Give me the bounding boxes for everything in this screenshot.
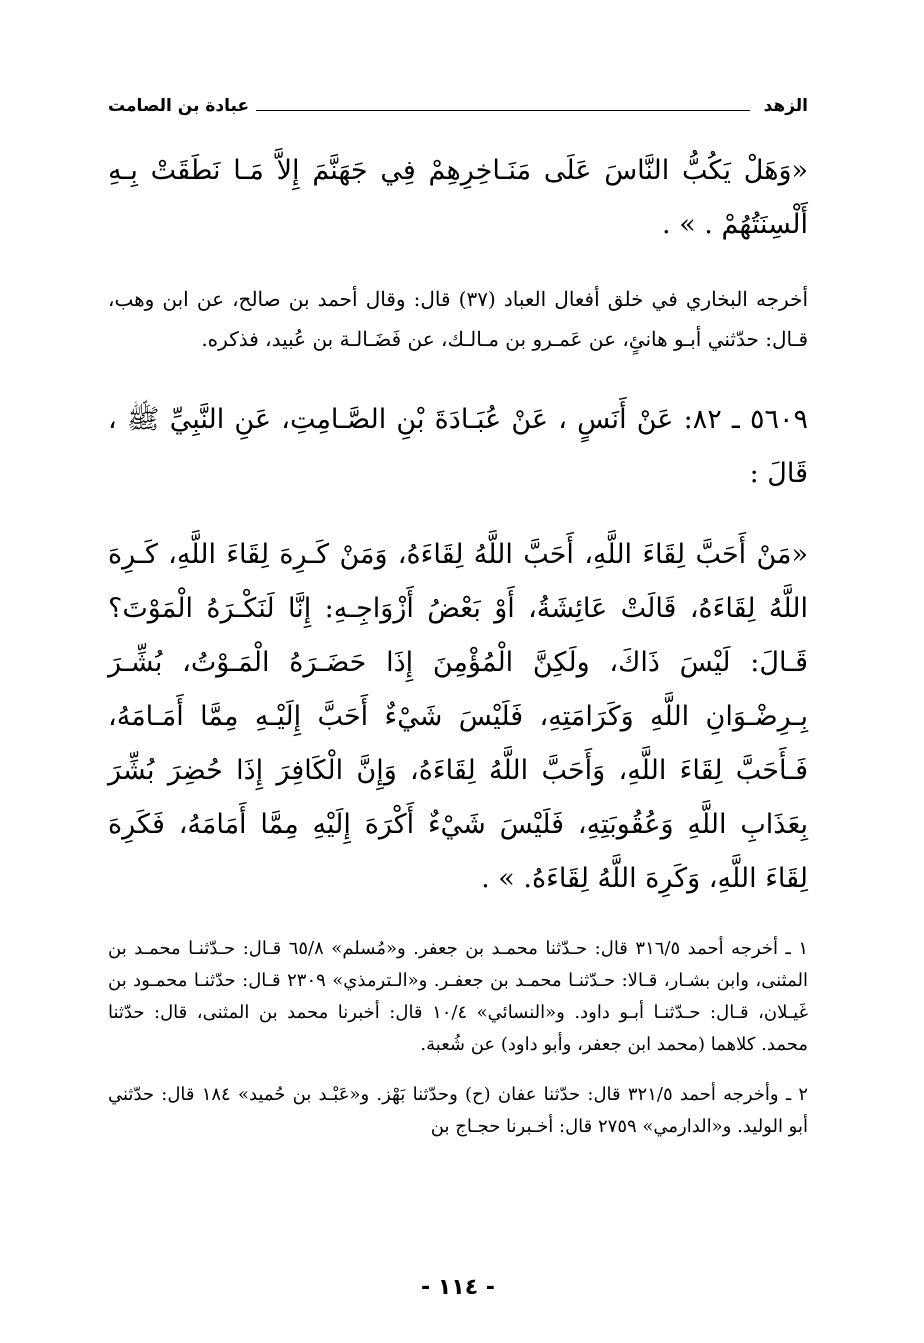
hadith-body-text: «مَنْ أَحَبَّ لِقَاءَ اللَّهِ، أَحَبَّ اللَّهُ لِقَاءَهُ، وَمَنْ كَـرِهَ لِقَاءَ اللَّهِ، كَـرِهَ اللَّهُ لِقَاءَهُ، قَالَتْ عَائِشَةُ، أَوْ بَعْضُ أَزْوَاجِـهِ: إِنَّا لَنَكْـرَهُ الْمَوْتَ؟ قَـالَ: لَيْسَ ذَاكَ، ولَكِنَّ الْمُؤْمِنَ إِذَا حَضَـرَهُ الْمَـوْتُ، بُشِّـرَ بِـرِضْـوَانِ اللَّهِ وَكَرَامَتِهِ، فَلَيْسَ شَيْءٌ أَحَبَّ إِلَيْـهِ مِمَّا أَمَـامَهُ، فَـأَحَبَّ لِقَاءَ اللَّهِ، وَأَحَبَّ اللَّهُ لِقَاءَهُ، وَإِنَّ الْكَافِرَ إِذَا حُضِرَ بُشِّرَ بِعَذَابِ اللَّهِ وَعُقُوبَتِهِ، فَلَيْسَ شَيْءٌ أَكْرَهَ إِلَيْهِ مِمَّا أَمَامَهُ، فَكَرِهَ لِقَاءَ اللَّهِ، وَكَرِهَ اللَّهُ لِقَاءَهُ. » .	[108, 539, 808, 894]
book-title: الزهد	[763, 96, 808, 116]
header-rule	[256, 110, 750, 111]
running-header	[108, 96, 808, 122]
hadith-ending-text: «وَهَلْ يَكُبُّ النَّاسَ عَلَى مَنَـاخِرِهِمْ فِي جَهَنَّمَ إِلاَّ مَـا نَطَقَتْ بِـهِ أَلْسِنَتُهُمْ . » .	[108, 155, 808, 240]
footnote-1: ١ ـ أخرجه أحمد ٣١٦/٥ قال: حـدّثنا محمـد بن جعفر. و«مُسلم» ٦٥/٨ قـال: حـدّثنـا محمـد بن المثنى، وابن بشـار، قـالا: حـدّثنـا محمـد بن جعفـر. و«الـترمذي» ٢٣٠٩ قـال: حدّثنـا محمـود بن غَيـلان، قـال: حـدّثنـا أبـو داود. و«النسائي» ١٠/٤ قال: أخبرنا محمد بن المثنى، قال: حدّثنا محمد. كلاهما (محمد ابن جعفر، وأبو داود) عن شُعبة.	[108, 938, 809, 1055]
footnote-2: ٢ ـ وأخرجه أحمد ٣٢١/٥ قال: حدّثنا عفان (ح) وحدّثنا بَهْز. و«عَبْـد بن حُميد» ١٨٤ قال: حدّثني أبو الوليد. و«الدارمي» ٢٧٥٩ قال: أخـبرنا حجـاج بن	[108, 1084, 808, 1137]
takhrij-paragraph: أخرجه البخاري في خلق أفعال العباد (٣٧) قال: وقال أحمد بن صالح، عن ابن وهب، قـال: حدّثني أبـو هانئٍ، عن عَمـرو بن مـالـك، عن فَضَـالـة بن عُبيد، فذكره.	[108, 287, 809, 351]
page-number: - ١١٤ -	[421, 1275, 495, 1300]
chapter-title: عبادة بن الصامت	[108, 96, 250, 116]
document-page	[108, 96, 808, 1326]
hadith-number-header: ٥٦٠٩ ـ ٨٢: عَنْ أَنَسٍ ، عَنْ عُبَـادَةَ بْنِ الصَّـامِتِ، عَنِ النَّبِيِّ ﷺ ، قَالَ :	[108, 404, 809, 489]
